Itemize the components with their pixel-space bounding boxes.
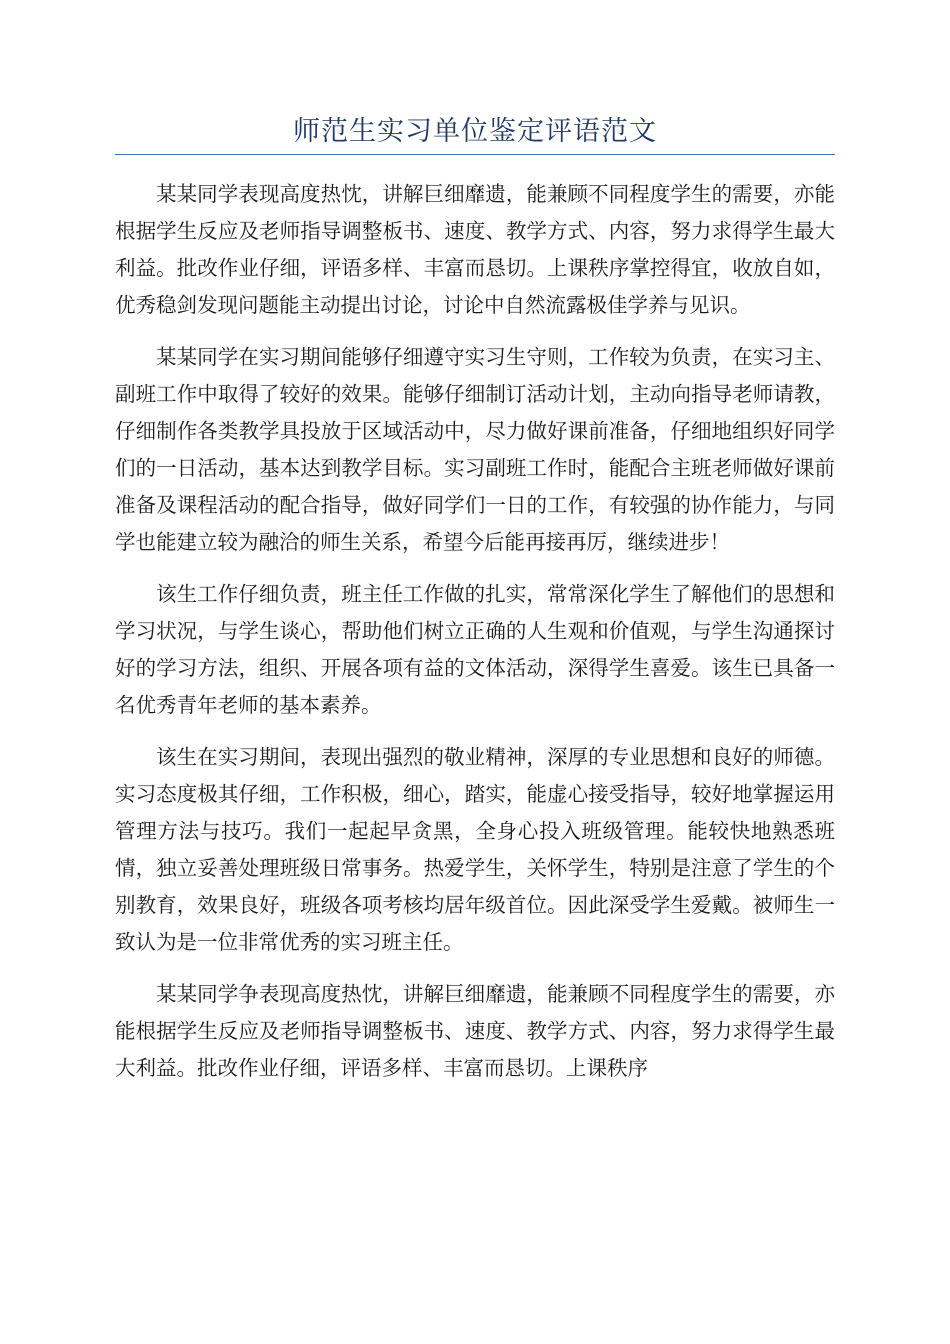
body-paragraph-3: 该生工作仔细负责，班主任工作做的扎实，常常深化学生了解他们的思想和学习状况，与学生谈心，帮助他们树立正确的人生观和价值观，与学生沟通探讨好的学习方法，组织、开展各项有益的文体活动，深得学生喜爱。该生已具备一名优秀青年老师的基本素养。 [115,582,835,717]
body-paragraph-5: 某某同学争表现高度热忱，讲解巨细靡遗，能兼顾不同程度学生的需要，亦能根据学生反应及老师指导调整板书、速度、教学方式、内容，努力求得学生最大利益。批改作业仔细，评语多样、丰富而恳切。上课秩序 [115,982,835,1080]
title-underline-divider [115,154,835,155]
body-paragraph-1: 某某同学表现高度热忱，讲解巨细靡遗，能兼顾不同程度学生的需要，亦能根据学生反应及老师指导调整板书、速度、教学方式、内容，努力求得学生最大利益。批改作业仔细，评语多样、丰富而恳切。上课秩序掌控得宜，收放自如，优秀稳剑发现问题能主动提出讨论，讨论中自然流露极佳学养与见识。 [115,182,835,317]
document-body [115,176,835,1102]
body-paragraph-2: 某某同学在实习期间能够仔细遵守实习生守则，工作较为负责，在实习主、副班工作中取得了较好的效果。能够仔细制订活动计划，主动向指导老师请教，仔细制作各类教学具投放于区域活动中，尽力做好课前准备，仔细地组织好同学们的一日活动，基本达到教学目标。实习副班工作时，能配合主班老师做好课前准备及课程活动的配合指导，做好同学们一日的工作，有较强的协作能力，与同学也能建立较为融洽的师生关系，希望今后能再接再厉，继续进步！ [115,345,835,554]
document-title: 师范生实习单位鉴定评语范文 [293,116,657,147]
body-paragraph-4: 该生在实习期间，表现出强烈的敬业精神，深厚的专业思想和良好的师德。实习态度极其仔细，工作积极，细心，踏实，能虚心接受指导，较好地掌握运用管理方法与技巧。我们一起起早贪黑，全身心投入班级管理。能较快地熟悉班情，独立妥善处理班级日常事务。热爱学生，关怀学生，特别是注意了学生的个别教育，效果良好，班级各项考核均居年级首位。因此深受学生爱戴。被师生一致认为是一位非常优秀的实习班主任。 [115,745,835,954]
